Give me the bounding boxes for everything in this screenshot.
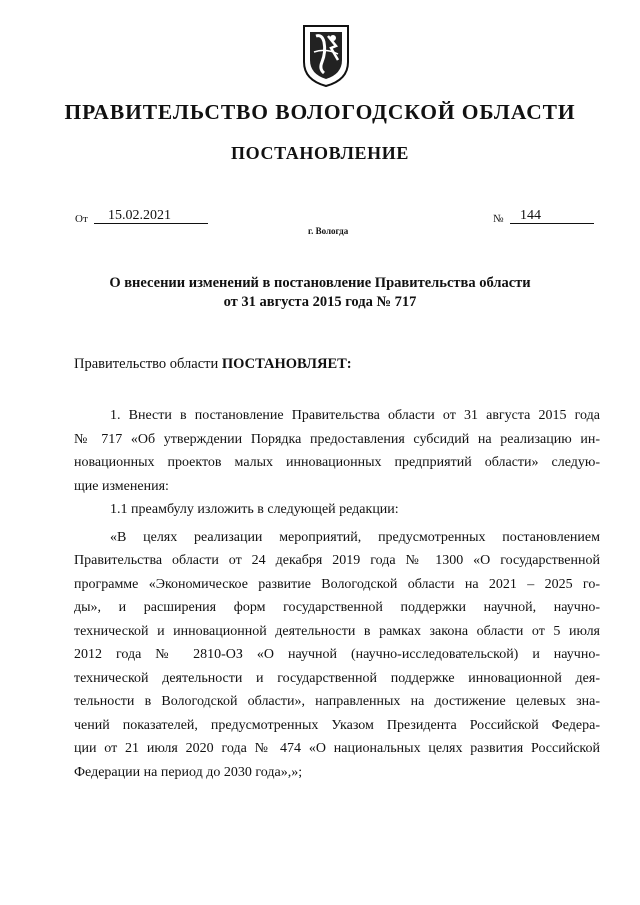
- body-line: 2012 года № 2810-ОЗ «О научной (научно-исследовательской) и научно-: [74, 647, 600, 662]
- body-line: «В целях реализации мероприятий, предусмотренных постановлением: [110, 529, 600, 545]
- body-line: программе «Экономическое развитие Вологодской области на 2021 – 2025 го-: [74, 576, 600, 592]
- subject-line: от 31 августа 2015 года № 717: [223, 294, 417, 310]
- coat-of-arms-emblem: [300, 22, 352, 88]
- body-line: щие изменения:: [74, 478, 169, 494]
- body-line: 1. Внести в постановление Правительства области от 31 августа 2015 года: [110, 408, 600, 423]
- body-line: Правительства области от 24 декабря 2019 года № 1300 «О государственной: [74, 553, 600, 568]
- document-number: 144: [510, 208, 594, 224]
- document-date: 15.02.2021: [94, 208, 208, 224]
- date-prefix: От: [75, 213, 88, 225]
- decree-prefix: Правительство области: [74, 356, 222, 372]
- city-name: г. Вологда: [308, 226, 349, 236]
- body-line: чений показателей, предусмотренных Указом Президента Российской Федера-: [74, 717, 600, 733]
- body-line: ды», и расширения форм государственной поддержки научной, научно-: [74, 600, 600, 615]
- body-line: Федерации на период до 2030 года»,»;: [74, 764, 303, 780]
- decree-statement: [74, 356, 352, 373]
- body-line: новационных проектов малых инновационных предприятий области» следую-: [74, 455, 600, 470]
- document-subject: [60, 274, 580, 312]
- body-line: тельности в Вологодской области», направленных на достижение целевых зна-: [74, 694, 600, 709]
- body-line: ции от 21 июля 2020 года № 474 «О национальных целях развития Российской: [74, 741, 600, 756]
- government-title: ПРАВИТЕЛЬСТВО ВОЛОГОДСКОЙ ОБЛАСТИ: [64, 100, 576, 124]
- document-body: [74, 404, 600, 784]
- body-line: № 717 «Об утверждении Порядка предоставления субсидий на реализацию ин-: [74, 431, 600, 447]
- body-line: 1.1 преамбулу изложить в следующей редакции:: [110, 502, 399, 517]
- document-type: ПОСТАНОВЛЕНИЕ: [231, 143, 409, 163]
- body-line: технической и инновационной деятельности в рамках закона области от 5 июля: [74, 623, 600, 639]
- body-line: технической деятельности и государственной поддержке инновационной дея-: [74, 670, 600, 686]
- subject-line: О внесении изменений в постановление Правительства области: [109, 275, 531, 291]
- number-prefix: №: [493, 213, 504, 225]
- decree-verb: ПОСТАНОВЛЯЕТ:: [221, 356, 352, 372]
